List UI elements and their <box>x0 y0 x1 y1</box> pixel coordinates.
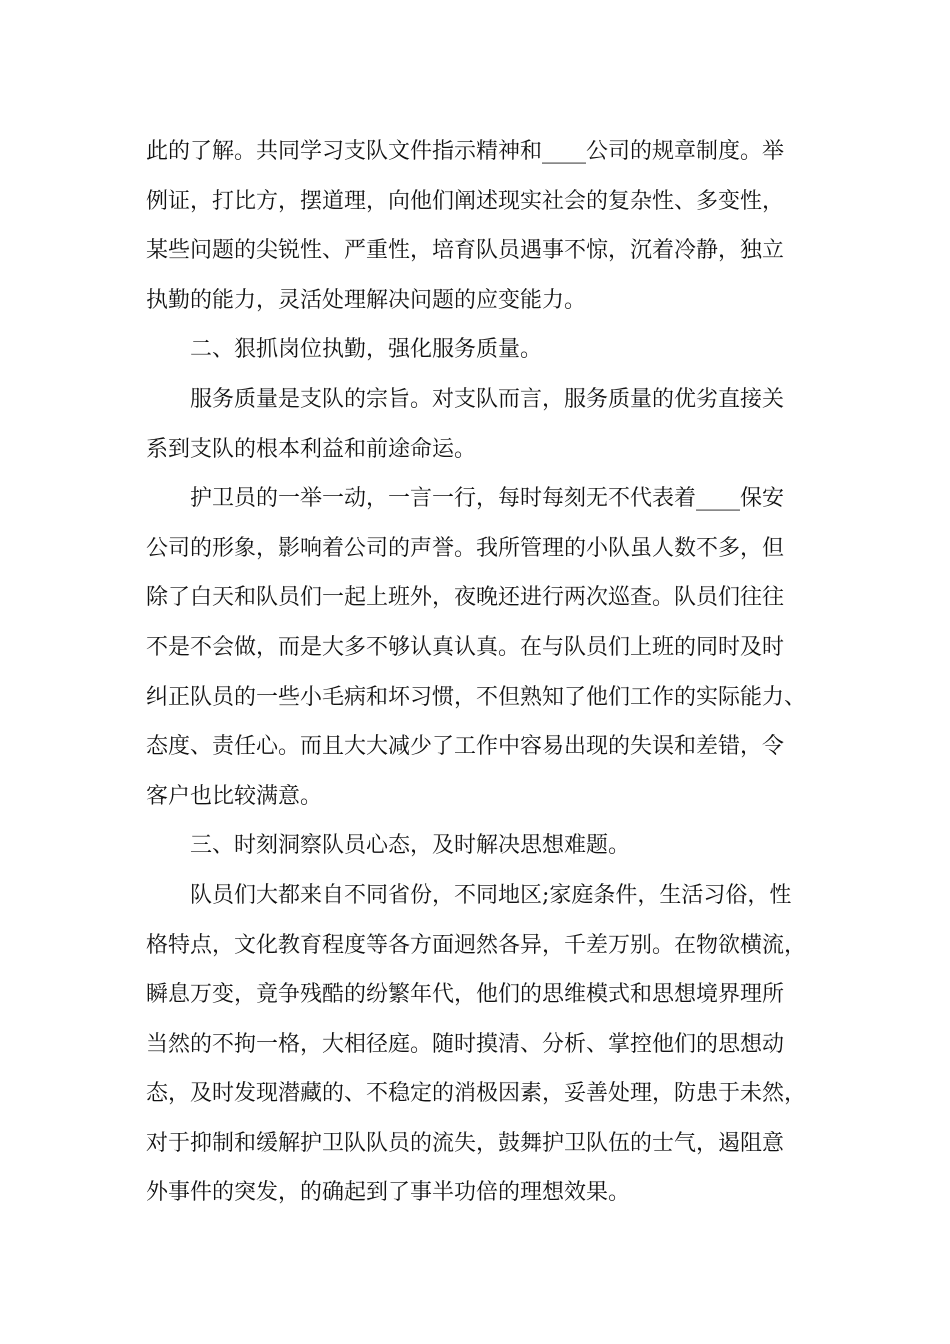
text-line: 公司的形象，影响着公司的声誉。我所管理的小队虽人数不多，但 <box>146 535 785 561</box>
text-line: 系到支队的根本利益和前途命运。 <box>146 436 477 462</box>
text-line: 护卫员的一举一动，一言一行，每时每刻无不代表着____保安 <box>190 486 785 512</box>
text-line: 服务质量是支队的宗旨。对支队而言，服务质量的优劣直接关 <box>190 386 785 412</box>
text-line: 三、时刻洞察队员心态，及时解决思想难题。 <box>190 833 631 859</box>
text-line: 客户也比较满意。 <box>146 783 323 809</box>
text-line: 态，及时发现潜藏的、不稳定的消极因素，妥善处理，防患于未然， <box>146 1081 807 1107</box>
text-line: 格特点，文化教育程度等各方面迥然各异，千差万别。在物欲横流， <box>146 932 807 958</box>
text-line: 此的了解。共同学习支队文件指示精神和____公司的规章制度。举 <box>146 139 785 164</box>
text-line: 队员们大都来自不同省份，不同地区;家庭条件，生活习俗，性 <box>190 882 792 908</box>
text-line: 瞬息万变，竟争残酷的纷繁年代，他们的思维模式和思想境界理所 <box>146 982 785 1008</box>
text-line: 不是不会做，而是大多不够认真认真。在与队员们上班的同时及时 <box>146 634 785 660</box>
text-line: 对于抑制和缓解护卫队队员的流失，鼓舞护卫队伍的士气，遏阻意 <box>146 1130 785 1156</box>
text-line: 某些问题的尖锐性、严重性，培育队员遇事不惊，沉着冷静，独立 <box>146 238 785 264</box>
text-line: 执勤的能力，灵活处理解决问题的应变能力。 <box>146 287 587 313</box>
text-line: 例证，打比方，摆道理，向他们阐述现实社会的复杂性、多变性， <box>146 188 785 214</box>
text-line: 二、狠抓岗位执勤，强化服务质量。 <box>190 337 543 363</box>
text-line: 纠正队员的一些小毛病和坏习惯，不但熟知了他们工作的实际能力、 <box>146 684 807 710</box>
text-line: 态度、责任心。而且大大减少了工作中容易出现的失误和差错，令 <box>146 734 785 760</box>
text-line: 当然的不拘一格，大相径庭。随时摸清、分析、掌控他们的思想动 <box>146 1031 785 1057</box>
document-body <box>146 127 826 1218</box>
text-line: 除了白天和队员们一起上班外，夜晚还进行两次巡查。队员们往往 <box>146 585 785 611</box>
text-line: 外事件的突发，的确起到了事半功倍的理想效果。 <box>146 1180 631 1206</box>
